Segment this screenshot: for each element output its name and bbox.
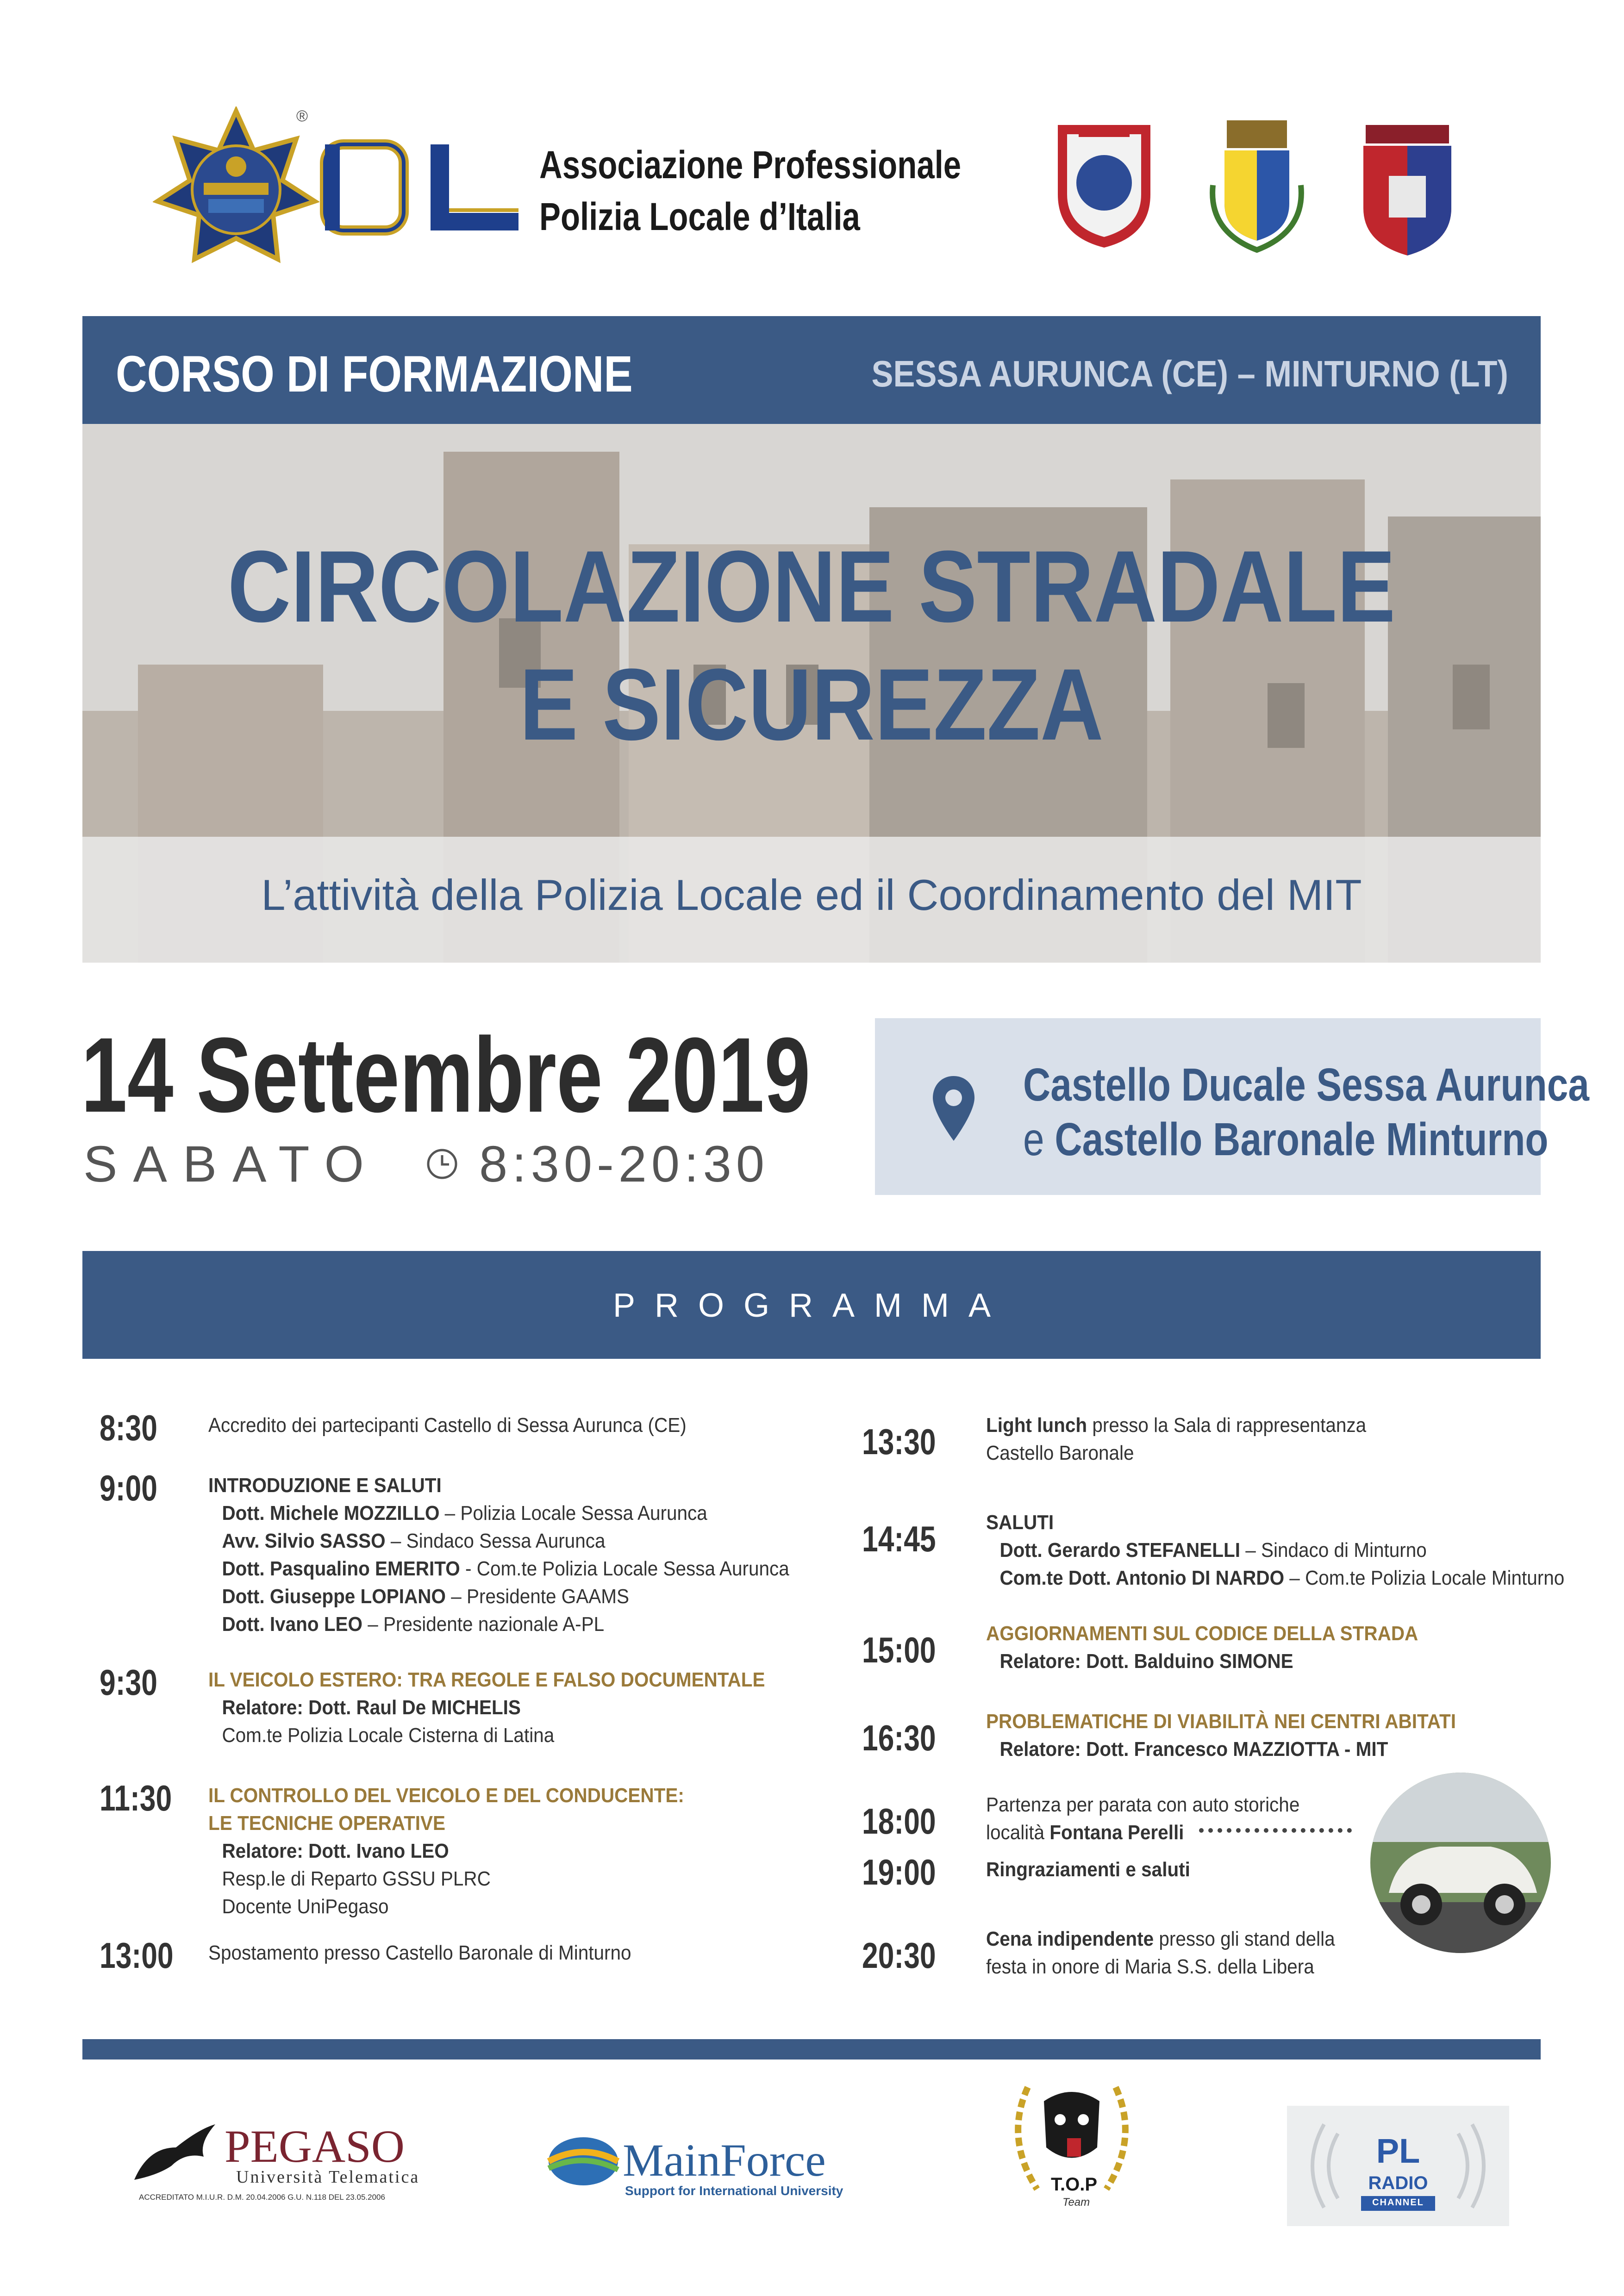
venue-text — [1023, 1058, 1589, 1167]
slot-line: LE TECNICHE OPERATIVE — [208, 1812, 446, 1835]
slot-details — [208, 1472, 789, 1638]
slot-details — [208, 1782, 684, 1921]
slot-time: 14:45 — [862, 1518, 936, 1559]
slot-time: 16:30 — [862, 1717, 936, 1758]
slot-line: Dott. Gerardo STEFANELLI – Sindaco di Minturno — [999, 1539, 1427, 1562]
minturno-crest — [1356, 120, 1458, 259]
venue-line-1: Castello Ducale Sessa Aurunca — [1023, 1059, 1589, 1111]
slot-line: SALUTI — [986, 1511, 1054, 1534]
pegaso-name: PEGASO — [225, 2121, 405, 2172]
slot-details — [986, 1925, 1335, 1981]
slot-details — [208, 1666, 765, 1749]
slot-line: Light lunch presso la Sala di rappresentanza — [986, 1414, 1367, 1437]
slot-line: Dott. Michele MOZZILLO – Polizia Locale Sessa Aurunca — [222, 1502, 707, 1524]
slot-line: Dott. Pasqualino EMERITO - Com.te Polizia Locale Sessa Aurunca — [222, 1557, 789, 1580]
slot-line: Relatore: Dott. Balduino SIMONE — [999, 1650, 1293, 1673]
slot-line: AGGIORNAMENTI SUL CODICE DELLA STRADA — [986, 1622, 1418, 1645]
slot-line: IL CONTROLLO DEL VEICOLO E DEL CONDUCENTE: — [208, 1784, 684, 1807]
slot-details — [986, 1791, 1299, 1847]
slot-line: Partenza per parata con auto storiche — [986, 1793, 1300, 1816]
slot-time: 15:00 — [862, 1630, 936, 1670]
association-star-badge — [153, 106, 319, 273]
slot-time: 9:30 — [100, 1662, 157, 1703]
course-label: CORSO DI FORMAZIONE — [116, 346, 633, 403]
top-team-name: T.O.P — [1051, 2174, 1098, 2195]
slot-details — [986, 1708, 1456, 1763]
slot-details — [986, 1509, 1564, 1592]
slot-line: Cena indipendente presso gli stand della — [986, 1928, 1335, 1950]
slot-line: Ringraziamenti e saluti — [986, 1858, 1190, 1881]
event-date: 14 Settembre 2019 — [81, 1015, 811, 1134]
mainforce-subtitle: Support for International University — [625, 2184, 843, 2198]
slot-time: 18:00 — [862, 1801, 936, 1842]
slot-line: IL VEICOLO ESTERO: TRA REGOLE E FALSO DOCUMENTALE — [208, 1668, 765, 1691]
slot-line: Relatore: Dott. Francesco MAZZIOTTA - MIT — [999, 1738, 1388, 1761]
pegaso-subtitle: Università Telematica — [236, 2167, 420, 2187]
mainforce-swoosh-icon — [546, 2134, 620, 2189]
slot-time: 13:00 — [100, 1935, 174, 1976]
slot-line: PROBLEMATICHE DI VIABILITÀ NEI CENTRI ABITATI — [986, 1710, 1456, 1733]
slot-time: 19:00 — [862, 1852, 936, 1892]
location-pin-icon — [931, 1074, 977, 1143]
course-title — [185, 528, 1439, 764]
pl-radio-logo — [1287, 2106, 1509, 2226]
slot-line: Dott. Giuseppe LOPIANO – Presidente GAAMS — [222, 1585, 629, 1608]
slot-details — [986, 1412, 1366, 1467]
pegaso-accreditation: ACCREDITATO M.I.U.R. D.M. 20.04.2006 G.U. N.118 DEL 23.05.2006 — [139, 2193, 385, 2202]
course-location: SESSA AURUNCA (CE) – MINTURNO (LT) — [871, 353, 1508, 394]
course-title-line-2: E SICUREZZA — [519, 647, 1104, 761]
programma-label: PROGRAMMA — [612, 1287, 1011, 1324]
association-title — [539, 139, 961, 243]
radio-logo-radio: RADIO — [1368, 2173, 1428, 2193]
radio-logo-pl: PL — [1376, 2132, 1420, 2170]
mainforce-logo — [546, 2129, 880, 2198]
slot-time: 8:30 — [100, 1407, 157, 1448]
slot-line: Spostamento presso Castello Baronale di Minturno — [208, 1941, 631, 1964]
slot-time: 9:00 — [100, 1468, 157, 1508]
slot-line: festa in onore di Maria S.S. della Libera — [986, 1955, 1314, 1978]
slot-details — [986, 1620, 1418, 1675]
radio-logo-channel: CHANNEL — [1372, 2197, 1424, 2208]
event-weekday: SABATO — [83, 1136, 380, 1193]
dotted-leader — [1199, 1828, 1352, 1833]
slot-time: 20:30 — [862, 1935, 936, 1976]
slot-details — [208, 1412, 687, 1439]
top-team-logo — [1000, 2069, 1143, 2231]
slot-time: 11:30 — [100, 1778, 172, 1818]
slot-time: 13:30 — [862, 1421, 936, 1462]
slot-line: Relatore: Dott. Ivano LEO — [222, 1840, 449, 1862]
slot-line: località Fontana Perelli — [986, 1821, 1184, 1844]
event-time: 8:30-20:30 — [479, 1136, 769, 1193]
footer-divider — [82, 2039, 1541, 2060]
association-line-1: Associazione Professionale — [539, 143, 962, 187]
slot-line: Com.te Polizia Locale Cisterna di Latina — [222, 1724, 555, 1747]
pegasus-icon — [130, 2120, 218, 2184]
sessa-aurunca-crest — [1199, 116, 1315, 255]
slot-line: Com.te Dott. Antonio DI NARDO – Com.te Polizia Locale Minturno — [999, 1567, 1565, 1589]
slot-line: INTRODUZIONE E SALUTI — [208, 1474, 442, 1497]
venue-line-2-text: Castello Baronale Minturno — [1055, 1114, 1549, 1165]
clock-icon — [426, 1148, 458, 1180]
slot-line: Resp.le di Reparto GSSU PLRC — [222, 1867, 491, 1890]
slot-details — [208, 1939, 631, 1967]
course-subtitle: L’attività della Polizia Locale ed il Coordinamento del MIT — [261, 871, 1362, 919]
course-title-line-1: CIRCOLAZIONE STRADALE — [227, 529, 1396, 643]
slot-line: Relatore: Dott. Raul De MICHELIS — [222, 1696, 521, 1719]
venue-prefix: e — [1023, 1114, 1044, 1165]
association-line-2: Polizia Locale d’Italia — [539, 195, 860, 238]
mainforce-name: MainForce — [623, 2134, 826, 2186]
slot-line: Castello Baronale — [986, 1442, 1134, 1464]
vintage-car-photo — [1370, 1773, 1551, 1953]
slot-line: Avv. Silvio SASSO – Sindaco Sessa Aurunca — [222, 1530, 606, 1552]
venue-line-2 — [1023, 1112, 1589, 1167]
gaams-crest — [1051, 116, 1157, 250]
registered-mark: ® — [296, 107, 308, 125]
slot-line: Docente UniPegaso — [222, 1895, 389, 1918]
top-team-subtitle: Team — [1062, 2196, 1090, 2209]
slot-line: Accredito dei partecipanti Castello di Sessa Aurunca (CE) — [208, 1414, 687, 1437]
pl-logo — [319, 139, 523, 236]
slot-details — [986, 1856, 1190, 1884]
slot-line: Dott. Ivano LEO – Presidente nazionale A-PL — [222, 1613, 605, 1636]
pegaso-logo — [116, 2110, 440, 2203]
